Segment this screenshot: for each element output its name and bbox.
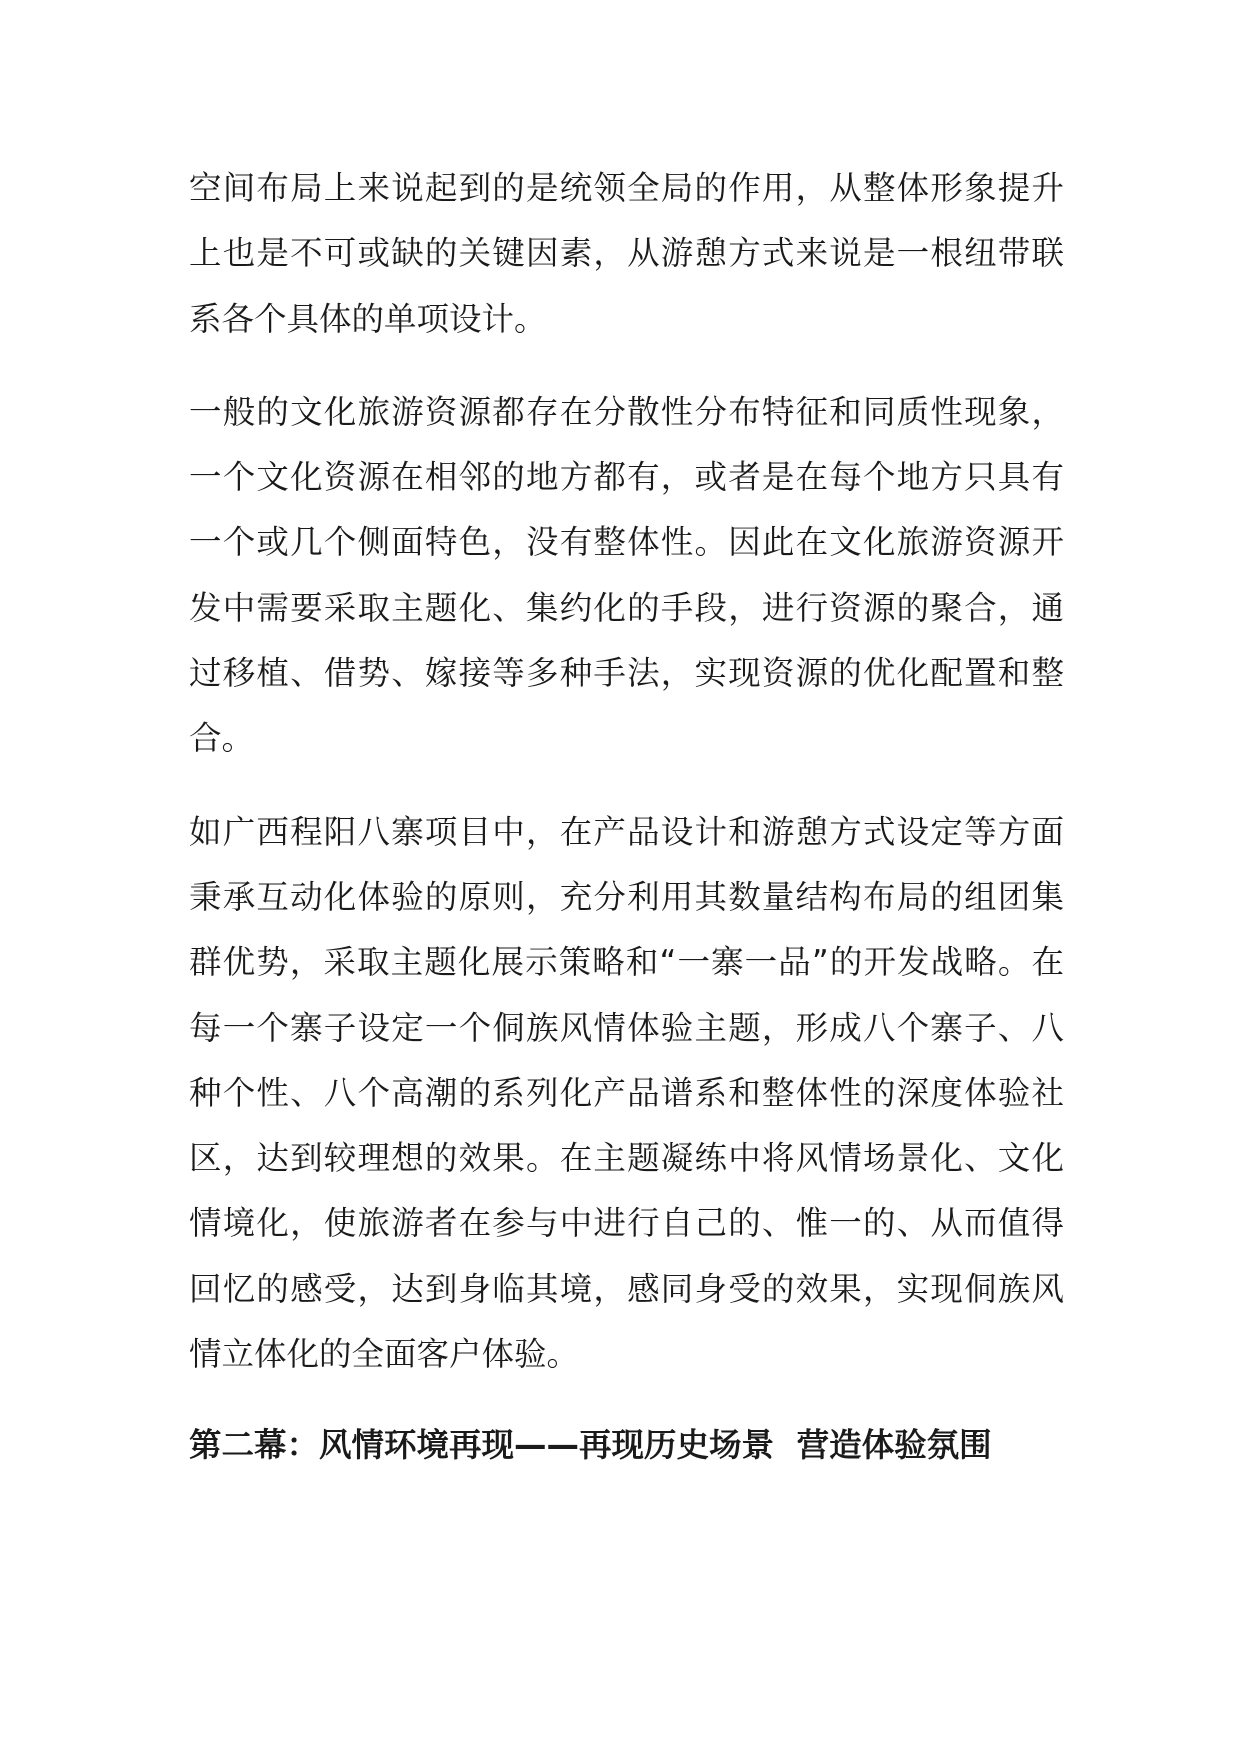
paragraph-2: 一般的文化旅游资源都存在分散性分布特征和同质性现象，一个文化资源在相邻的地方都有，或者是在每个地方只具有一个或几个侧面特色，没有整体性。因此在文化旅游资源开发中需要采取主题化、集约化的手段，进行资源的聚合，通过移植、借势、嫁接等多种手法，实现资源的优化配置和整合。: [189, 392, 1064, 758]
paragraph-3: 如广西程阳八寨项目中，在产品设计和游憩方式设定等方面秉承互动化体验的原则，充分利用其数量结构布局的组团集群优势，采取主题化展示策略和“一寨一品”的开发战略。在每一个寨子设定一个侗族风情体验主题，形成八个寨子、八种个性、八个高潮的系列化产品谱系和整体性的深度体验社区，达到较理想的效果。在主题凝练中将风情场景化、文化情境化，使旅游者在参与中进行自己的、惟一的、从而值得回忆的感受，达到身临其境，感同身受的效果，实现侗族风情立体化的全面客户体验。: [189, 812, 1064, 1374]
document-body: [189, 156, 1064, 1475]
section-heading: 第二幕：风情环境再现——再现历史场景 营造体验氛围: [189, 1426, 992, 1465]
paragraph-1: 空间布局上来说起到的是统领全局的作用，从整体形象提升上也是不可或缺的关键因素，从游憩方式来说是一根纽带联系各个具体的单项设计。: [189, 169, 1064, 338]
